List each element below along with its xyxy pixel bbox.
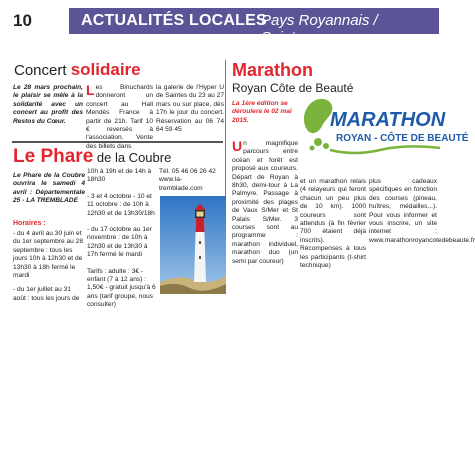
phare-october-1: - 3 et 4 octobre - 10 et 11 octobre : de 10h à 12h30 et de 13h30/18h [87,192,155,217]
concert-body-continued: la galerie de l'Hyper U de Saintes du 23 au 27 mars ou sur place, dès 17h le jour du concert. Réservation au 06 74 64 59 45 [156,84,224,134]
phare-headline: Le Phare de la Coubre [13,146,172,167]
logo-tagline: ROYAN - CÔTE DE BEAUTÉ [336,133,469,144]
lighthouse-photo [160,196,226,294]
header-bar [69,8,439,46]
marathon-headline: Marathon [232,60,313,80]
phare-lead: Le Phare de la Coubre ouvrira le samedi 4 avril : Départementale 25 - LA TREMBLADE [13,172,85,205]
concert-dropcap: L [86,82,95,98]
concert-body: Les Binuchards donneront un concert au Hall Mendès France à partir de 21h. Tarif 10 € reversés à l'association. Vente des billets dans [86,82,153,150]
phare-tarifs: Tarifs : adulte : 3€ - enfant (7 à 12 ans) : 1,50€ - gratuit jusqu'à 6 ans (tarif groupe, nous consulter) [87,267,156,309]
horaires-period-1: - du 4 avril au 30 juin et du 1er septembre au 28 septembre : tous les jours 10h à 12h30 et de 13h30 à 18h fermé le mardi [13,230,84,280]
concert-lead: Le 28 mars prochain, le plaisir se mêle à la solidarité avec un concert au profit des Restos du Cœur. [13,84,83,125]
phare-october-2: - du 17 octobre au 1er novembre : de 10h à 12h30 et de 13h30 à 17h fermé le mardi [87,226,152,259]
phare-contact: Tél. 05 46 06 26 42 www.la-tremblade.com [159,168,216,192]
marathon-logo [300,96,469,158]
phare-column-2 [87,168,157,318]
marathon-subheadline: Royan Côte de Beauté [232,81,354,95]
section-subtitle: Pays Royannais / Saintonge [261,12,378,46]
horaires-period-2: - du 1er juillet au 31 août : tous les jours de [13,286,80,302]
marathon-column-1: Un magnifique parcours entre océan et forêt est proposé aux coureurs. Départ de Royan à 8h30, demi-tour à La Palmyre. Passage à proximité des plages de Vaux S/Mer et St Palais S/Mer. 3 courses sont au programme : marathon individuel, marathon duo (un semi par coureur) [232,138,298,265]
marathon-lead: La 1ère édition se déroulera le 02 mai 2015. [232,100,292,124]
marathon-column-2: et un marathon relais (4 relayeurs qui feront chacun un peu plus de 10 km). 1000 coureurs sont attendus (à fin février 700 étaient déjà inscrits). Récompenses à tous les participants (t-shirt technique) [300,178,366,270]
phare-hours: 10h à 19h et de 14h à 18h30 [87,168,152,184]
section-title: ACTUALITÉS LOCALES [81,12,267,29]
concert-headline: Concert solidaire [14,60,141,79]
page-number: 10 [13,11,32,30]
phare-column-1 [13,172,85,303]
logo-wordmark: MARATHON [330,109,446,131]
marathon-column-3: plus cadeaux spécifiques en fonction des courses (pineau, huîtres, médailles...). Pour vous informer et vous inscrire, un site internet : www.marathonroyancotedebeaute.fr [369,178,475,244]
page-header [11,8,439,46]
marathon-dropcap: U [232,138,243,154]
horaires-label: Horaires : [13,219,46,227]
